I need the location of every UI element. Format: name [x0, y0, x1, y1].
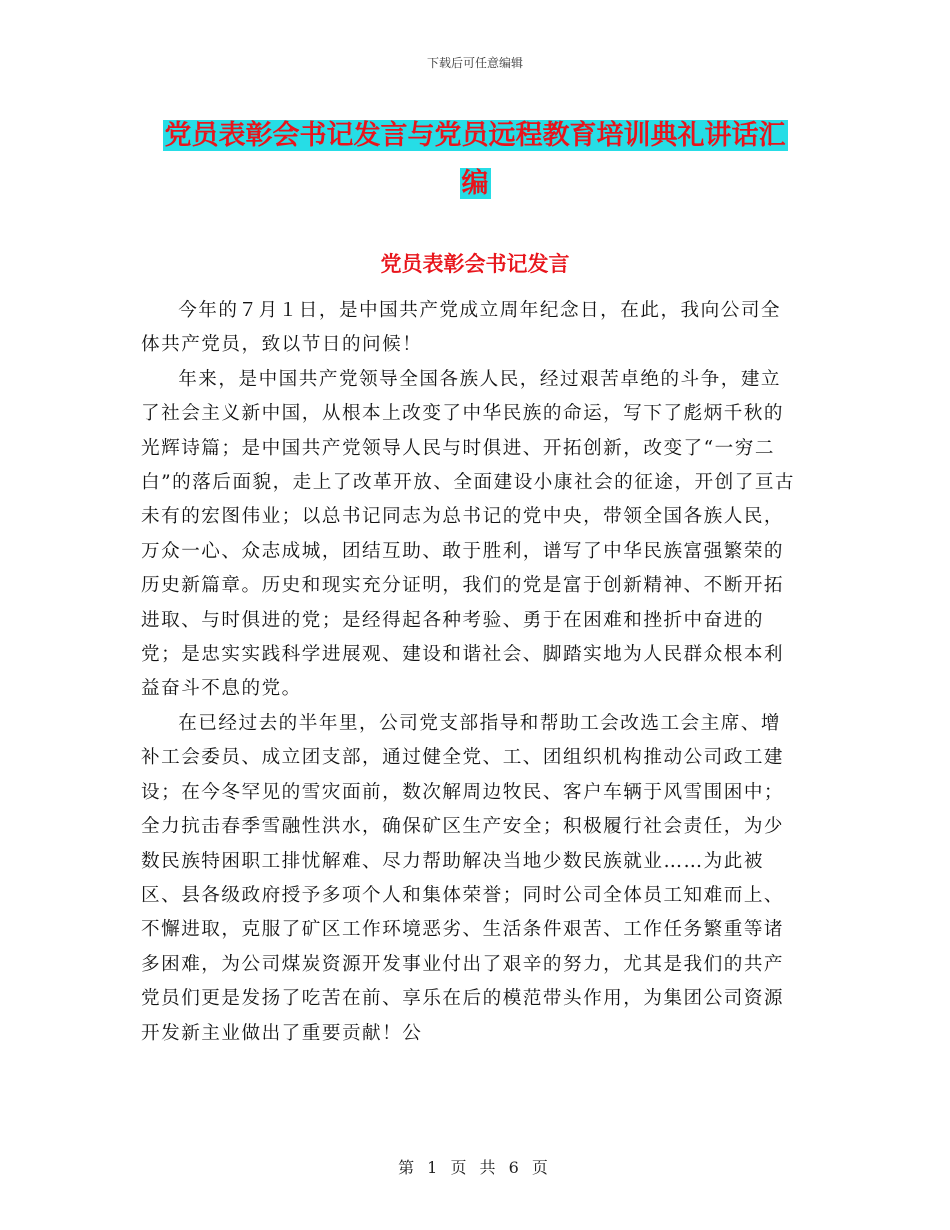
body-text — [141, 294, 801, 1051]
document-title — [0, 112, 950, 208]
document-title-line-1: 党员表彰会书记发言与党员远程教育培训典礼讲话汇 — [164, 120, 786, 151]
page-footer: 第 1 页 共 6 页 — [398, 1158, 552, 1177]
section-title: 党员表彰会书记发言 — [380, 252, 570, 276]
paragraph-2: 年来，是中国共产党领导全国各族人民，经过艰苦卓绝的斗争，建立了社会主义新中国，从根本上改变了中华民族的命运，写下了彪炳千秋的光辉诗篇；是中国共产党领导人民与时俱进、开拓创新，改变了“一穷二白”的落后面貌，走上了改革开放、全面建设小康社会的征途，开创了亘古未有的宏图伟业；以总书记同志为总书记的党中央，带领全国各族人民，万众一心、众志成城，团结互助、敢于胜利，谱写了中华民族富强繁荣的历史新篇章。历史和现实充分证明，我们的党是富于创新精神、不断开拓进取、与时俱进的党；是经得起各种考验、勇于在困难和挫折中奋进的党；是忠实实践科学进展观、建设和谐社会、脚踏实地为人民群众根本利益奋斗不息的党。 — [141, 368, 796, 700]
paragraph-3: 在已经过去的半年里，公司党支部指导和帮助工会改选工会主席、增补工会委员、成立团支部，通过健全党、工、团组织机构推动公司政工建设；在今冬罕见的雪灾面前，数次解周边牧民、客户车辆于风雪围困中；全力抗击春季雪融性洪水，确保矿区生产安全；积极履行社会责任，为少数民族特困职工排忧解难、尽力帮助解决当地少数民族就业……为此被区、县各级政府授予多项个人和集体荣誉；同时公司全体员工知难而上、不懈进取，克服了矿区工作环境恶劣、生活条件艰苦、工作任务繁重等诸多困难，为公司煤炭资源开发事业付出了艰辛的努力，尤其是我们的共产党员们更是发扬了吃苦在前、享乐在后的模范带头作用，为集团公司资源开发新主业做出了重要贡献！公 — [141, 712, 785, 1044]
header-note: 下载后可任意编辑 — [426, 56, 523, 70]
document-title-line-2: 编 — [461, 168, 489, 199]
paragraph-1: 今年的７月１日，是中国共产党成立周年纪念日，在此，我向公司全体共产党员，致以节日的问候！ — [141, 300, 782, 356]
